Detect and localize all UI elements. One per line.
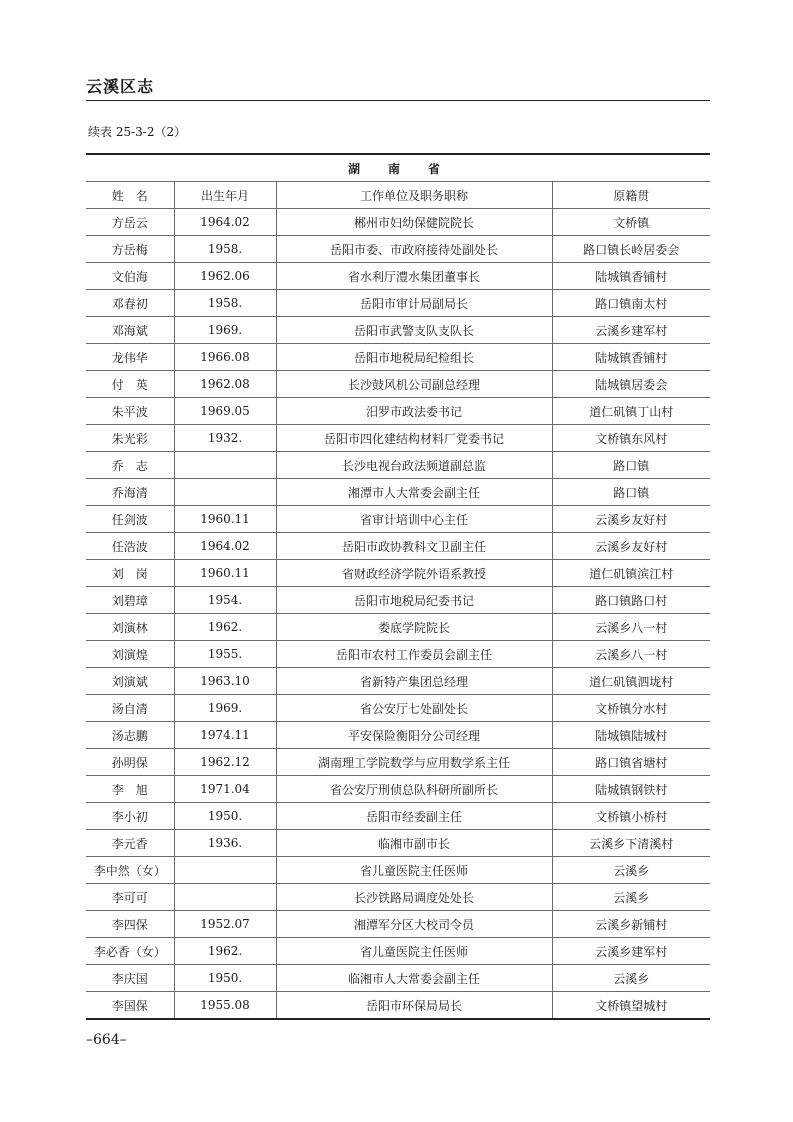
cell-origin: 路口镇路口村	[552, 587, 710, 614]
cell-birth: 1962.	[174, 614, 276, 641]
cell-name: 朱平波	[86, 398, 174, 425]
table-row	[86, 911, 710, 938]
cell-origin: 文桥镇分水村	[552, 695, 710, 722]
table-row	[86, 452, 710, 479]
cell-name: 李中然（女）	[86, 857, 174, 884]
cell-birth: 1962.	[174, 938, 276, 965]
cell-name: 李可可	[86, 884, 174, 911]
cell-origin: 文桥镇	[552, 209, 710, 236]
cell-birth: 1960.11	[174, 560, 276, 587]
cell-birth: 1969.05	[174, 398, 276, 425]
province-label: 湖 南 省	[86, 154, 710, 182]
cell-name: 李 旭	[86, 776, 174, 803]
cell-origin: 路口镇	[552, 479, 710, 506]
cell-name: 李小初	[86, 803, 174, 830]
cell-origin: 文桥镇望城村	[552, 992, 710, 1020]
table-row	[86, 857, 710, 884]
table-row	[86, 722, 710, 749]
cell-position: 汨罗市政法委书记	[276, 398, 552, 425]
table-row	[86, 803, 710, 830]
table-caption: 续表 25-3-2（2）	[88, 125, 187, 139]
cell-name: 刘演林	[86, 614, 174, 641]
cell-name: 朱光彩	[86, 425, 174, 452]
cell-origin: 云溪乡建军村	[552, 938, 710, 965]
cell-position: 岳阳市政协教科文卫副主任	[276, 533, 552, 560]
table-row	[86, 263, 710, 290]
cell-origin: 云溪乡	[552, 857, 710, 884]
cell-birth	[174, 857, 276, 884]
cell-birth: 1960.11	[174, 506, 276, 533]
book-title: 云溪区志	[86, 77, 155, 96]
cell-position: 娄底学院院长	[276, 614, 552, 641]
cell-name: 乔海清	[86, 479, 174, 506]
cell-name: 李必香（女）	[86, 938, 174, 965]
cell-position: 岳阳市审计局副局长	[276, 290, 552, 317]
cell-origin: 道仁矶镇滨江村	[552, 560, 710, 587]
cell-name: 刘演煌	[86, 641, 174, 668]
cell-birth: 1950.	[174, 803, 276, 830]
cell-position: 临湘市人大常委会副主任	[276, 965, 552, 992]
column-header-birth: 出生年月	[174, 182, 276, 209]
table-row	[86, 371, 710, 398]
cell-position: 岳阳市经委副主任	[276, 803, 552, 830]
cell-origin: 云溪乡下清溪村	[552, 830, 710, 857]
cell-position: 省财政经济学院外语系教授	[276, 560, 552, 587]
cell-birth: 1962.06	[174, 263, 276, 290]
column-header-name: 姓 名	[86, 182, 174, 209]
cell-birth: 1958.	[174, 290, 276, 317]
cell-birth: 1964.02	[174, 533, 276, 560]
cell-origin: 云溪乡友好村	[552, 533, 710, 560]
cell-name: 李四保	[86, 911, 174, 938]
cell-name: 李庆国	[86, 965, 174, 992]
table-row	[86, 614, 710, 641]
cell-origin: 云溪乡友好村	[552, 506, 710, 533]
cell-position: 平安保险衡阳分公司经理	[276, 722, 552, 749]
cell-name: 刘 岗	[86, 560, 174, 587]
cell-birth: 1936.	[174, 830, 276, 857]
cell-position: 岳阳市四化建结构材料厂党委书记	[276, 425, 552, 452]
cell-position: 岳阳市武警支队支队长	[276, 317, 552, 344]
cell-birth	[174, 884, 276, 911]
table-row	[86, 587, 710, 614]
cell-position: 长沙铁路局调度处处长	[276, 884, 552, 911]
table-row	[86, 344, 710, 371]
cell-birth: 1966.08	[174, 344, 276, 371]
table-row	[86, 830, 710, 857]
personnel-table	[86, 153, 710, 1020]
cell-position: 省审计培训中心主任	[276, 506, 552, 533]
cell-origin: 道仁矶镇泗垅村	[552, 668, 710, 695]
cell-birth: 1950.	[174, 965, 276, 992]
cell-birth: 1962.08	[174, 371, 276, 398]
table-row	[86, 668, 710, 695]
cell-origin: 云溪乡	[552, 965, 710, 992]
cell-origin: 陆城镇钢铁村	[552, 776, 710, 803]
table-row	[86, 560, 710, 587]
column-header-origin: 原籍贯	[552, 182, 710, 209]
cell-position: 长沙鼓风机公司副总经理	[276, 371, 552, 398]
cell-name: 文伯海	[86, 263, 174, 290]
table-row	[86, 749, 710, 776]
cell-name: 邓海斌	[86, 317, 174, 344]
table-row	[86, 398, 710, 425]
column-header-position: 工作单位及职务职称	[276, 182, 552, 209]
table-row	[86, 776, 710, 803]
cell-name: 孙明保	[86, 749, 174, 776]
cell-name: 任浩波	[86, 533, 174, 560]
table-row	[86, 290, 710, 317]
cell-name: 刘碧璋	[86, 587, 174, 614]
cell-birth: 1955.	[174, 641, 276, 668]
cell-birth: 1958.	[174, 236, 276, 263]
table-row	[86, 479, 710, 506]
cell-origin: 文桥镇小桥村	[552, 803, 710, 830]
cell-position: 湖南理工学院数学与应用数学系主任	[276, 749, 552, 776]
cell-origin: 文桥镇东风村	[552, 425, 710, 452]
cell-birth: 1962.12	[174, 749, 276, 776]
cell-origin: 云溪乡八一村	[552, 641, 710, 668]
cell-position: 湘潭市人大常委会副主任	[276, 479, 552, 506]
cell-name: 方岳云	[86, 209, 174, 236]
cell-birth: 1963.10	[174, 668, 276, 695]
cell-position: 郴州市妇幼保健院院长	[276, 209, 552, 236]
cell-origin: 陆城镇陆城村	[552, 722, 710, 749]
cell-position: 岳阳市地税局纪检组长	[276, 344, 552, 371]
table-row	[86, 641, 710, 668]
cell-position: 临湘市副市长	[276, 830, 552, 857]
cell-name: 汤志鹏	[86, 722, 174, 749]
cell-origin: 云溪乡新铺村	[552, 911, 710, 938]
table-row	[86, 884, 710, 911]
province-row	[86, 154, 710, 182]
cell-position: 省新特产集团总经理	[276, 668, 552, 695]
cell-origin: 路口镇长岭居委会	[552, 236, 710, 263]
cell-name: 邓春初	[86, 290, 174, 317]
cell-name: 龙伟华	[86, 344, 174, 371]
cell-birth: 1932.	[174, 425, 276, 452]
cell-position: 省公安厅刑侦总队科研所副所长	[276, 776, 552, 803]
cell-name: 任剑波	[86, 506, 174, 533]
column-header-row	[86, 182, 710, 209]
cell-origin: 陆城镇香铺村	[552, 344, 710, 371]
cell-birth: 1954.	[174, 587, 276, 614]
cell-position: 岳阳市环保局局长	[276, 992, 552, 1020]
cell-position: 省儿童医院主任医师	[276, 857, 552, 884]
cell-birth: 1952.07	[174, 911, 276, 938]
cell-name: 李元香	[86, 830, 174, 857]
cell-name: 方岳梅	[86, 236, 174, 263]
cell-birth: 1964.02	[174, 209, 276, 236]
table-row	[86, 533, 710, 560]
cell-birth	[174, 479, 276, 506]
cell-position: 岳阳市委、市政府接待处副处长	[276, 236, 552, 263]
table-row	[86, 317, 710, 344]
cell-birth	[174, 452, 276, 479]
cell-origin: 路口镇南太村	[552, 290, 710, 317]
cell-position: 省水利厅澧水集团董事长	[276, 263, 552, 290]
cell-origin: 云溪乡	[552, 884, 710, 911]
table-row	[86, 695, 710, 722]
cell-origin: 云溪乡八一村	[552, 614, 710, 641]
cell-origin: 云溪乡建军村	[552, 317, 710, 344]
cell-origin: 路口镇省塘村	[552, 749, 710, 776]
table-row	[86, 425, 710, 452]
table-body	[86, 209, 710, 1020]
cell-origin: 陆城镇居委会	[552, 371, 710, 398]
table-row	[86, 209, 710, 236]
table-row	[86, 938, 710, 965]
cell-position: 省儿童医院主任医师	[276, 938, 552, 965]
cell-position: 岳阳市地税局纪委书记	[276, 587, 552, 614]
cell-origin: 路口镇	[552, 452, 710, 479]
table-row	[86, 506, 710, 533]
table-row	[86, 992, 710, 1020]
cell-birth: 1971.04	[174, 776, 276, 803]
table-row	[86, 965, 710, 992]
cell-birth: 1969.	[174, 695, 276, 722]
cell-position: 长沙电视台政法频道副总监	[276, 452, 552, 479]
cell-birth: 1969.	[174, 317, 276, 344]
cell-position: 湘潭军分区大校司令员	[276, 911, 552, 938]
cell-name: 付 英	[86, 371, 174, 398]
cell-origin: 道仁矶镇丁山村	[552, 398, 710, 425]
page-number: –664–	[86, 1032, 127, 1048]
table-row	[86, 236, 710, 263]
cell-name: 刘演斌	[86, 668, 174, 695]
cell-name: 汤自清	[86, 695, 174, 722]
cell-name: 乔 志	[86, 452, 174, 479]
cell-birth: 1974.11	[174, 722, 276, 749]
cell-name: 李国保	[86, 992, 174, 1020]
cell-origin: 陆城镇香铺村	[552, 263, 710, 290]
cell-birth: 1955.08	[174, 992, 276, 1020]
cell-position: 省公安厅七处副处长	[276, 695, 552, 722]
cell-position: 岳阳市农村工作委员会副主任	[276, 641, 552, 668]
header-rule	[86, 100, 710, 101]
